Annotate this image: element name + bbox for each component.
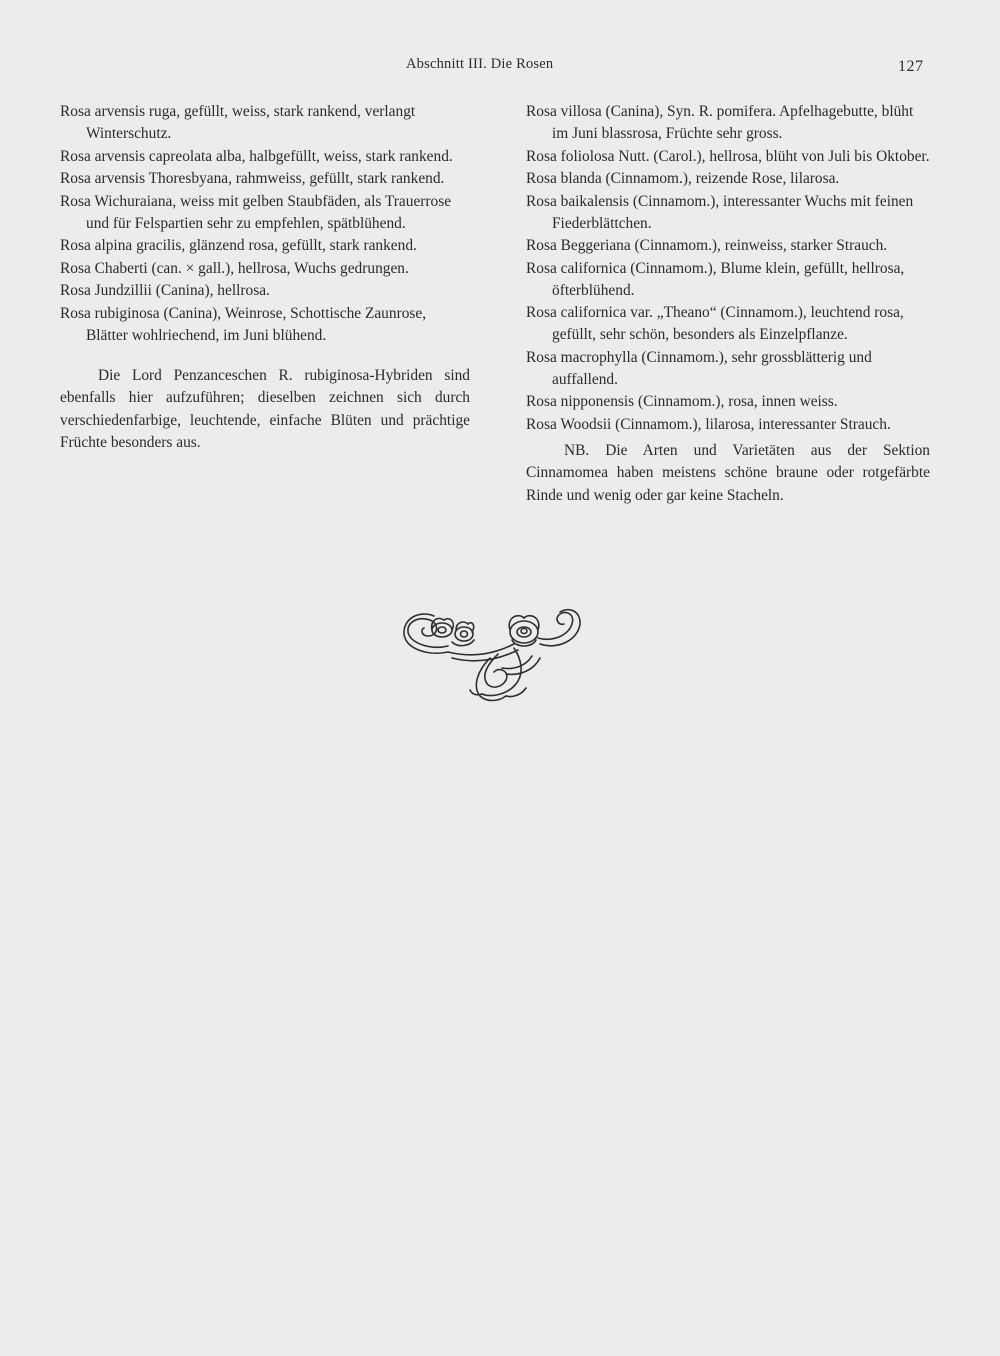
hybrid-paragraph: Die Lord Penzanceschen R. rubiginosa-Hybriden sind ebenfalls hier aufzuführen; dieselben zeichnen sich durch verschiedenfarbige, leuchtende, einfache Blüten und prächtige Früchte besonders aus. (60, 366, 470, 451)
rose-entry: Rosa Jundzillii (Canina), hellrosa. (60, 282, 270, 299)
page-header (0, 56, 1000, 80)
rose-entry: Rosa alpina gracilis, glänzend rosa, gefüllt, stark rankend. (60, 237, 417, 254)
rose-entry: Rosa Wichuraiana, weiss mit gelben Staubfäden, als Trauerrose und für Felspartien sehr zu empfehlen, spätblühend. (60, 192, 452, 232)
rose-entry: Rosa macrophylla (Cinnamom.), sehr grossblätterig und auffallend. (526, 348, 872, 388)
rose-entry: Rosa arvensis Thoresbyana, rahmweiss, gefüllt, stark rankend. (60, 170, 445, 187)
rose-entry: Rosa arvensis capreolata alba, halbgefüllt, weiss, stark rankend. (60, 147, 453, 165)
rose-entry: Rosa nipponensis (Cinnamom.), rosa, innen weiss. (526, 393, 838, 410)
rose-entry: Rosa Chaberti (can. × gall.), hellrosa, Wuchs gedrungen. (60, 259, 409, 277)
rose-entry: Rosa californica (Cinnamom.), Blume klein, gefüllt, hellrosa, öfterblühend. (526, 259, 905, 299)
rose-entry: Rosa villosa (Canina), Syn. R. pomifera. Apfelhagebutte, blüht im Juni blassrosa, Früchte sehr gross. (526, 103, 914, 142)
floral-vignette-icon (402, 608, 584, 706)
right-column (526, 101, 930, 507)
rose-entry: Rosa Woodsii (Cinnamom.), lilarosa, interessanter Strauch. (526, 415, 891, 433)
rose-entry: Rosa blanda (Cinnamom.), reizende Rose, lilarosa. (526, 170, 840, 187)
running-head: Abschnitt III. Die Rosen (406, 56, 554, 72)
page-number: 127 (898, 58, 924, 75)
rose-entry: Rosa baikalensis (Cinnamom.), interessanter Wuchs mit feinen Fiederblättchen. (526, 192, 914, 232)
nota-bene-paragraph: NB. Die Arten und Varietäten aus der Sektion Cinnamomea haben meistens schöne braune oder rotgefärbte Rinde und wenig oder gar keine Stacheln. (526, 441, 930, 504)
rose-entry: Rosa californica var. „Theano“ (Cinnamom.), leuchtend rosa, gefüllt, sehr schön, besonders als Einzelpflanze. (526, 304, 904, 343)
rose-entry: Rosa rubiginosa (Canina), Weinrose, Schottische Zaunrose, Blätter wohlriechend, im Juni blühend. (60, 304, 427, 344)
rose-entry: Rosa Beggeriana (Cinnamom.), reinweiss, starker Strauch. (526, 237, 888, 254)
rose-entry: Rosa foliolosa Nutt. (Carol.), hellrosa, blüht von Juli bis Oktober. (526, 147, 930, 165)
rose-entry: Rosa arvensis ruga, gefüllt, weiss, stark rankend, verlangt Winterschutz. (60, 103, 416, 142)
left-column (60, 101, 470, 455)
